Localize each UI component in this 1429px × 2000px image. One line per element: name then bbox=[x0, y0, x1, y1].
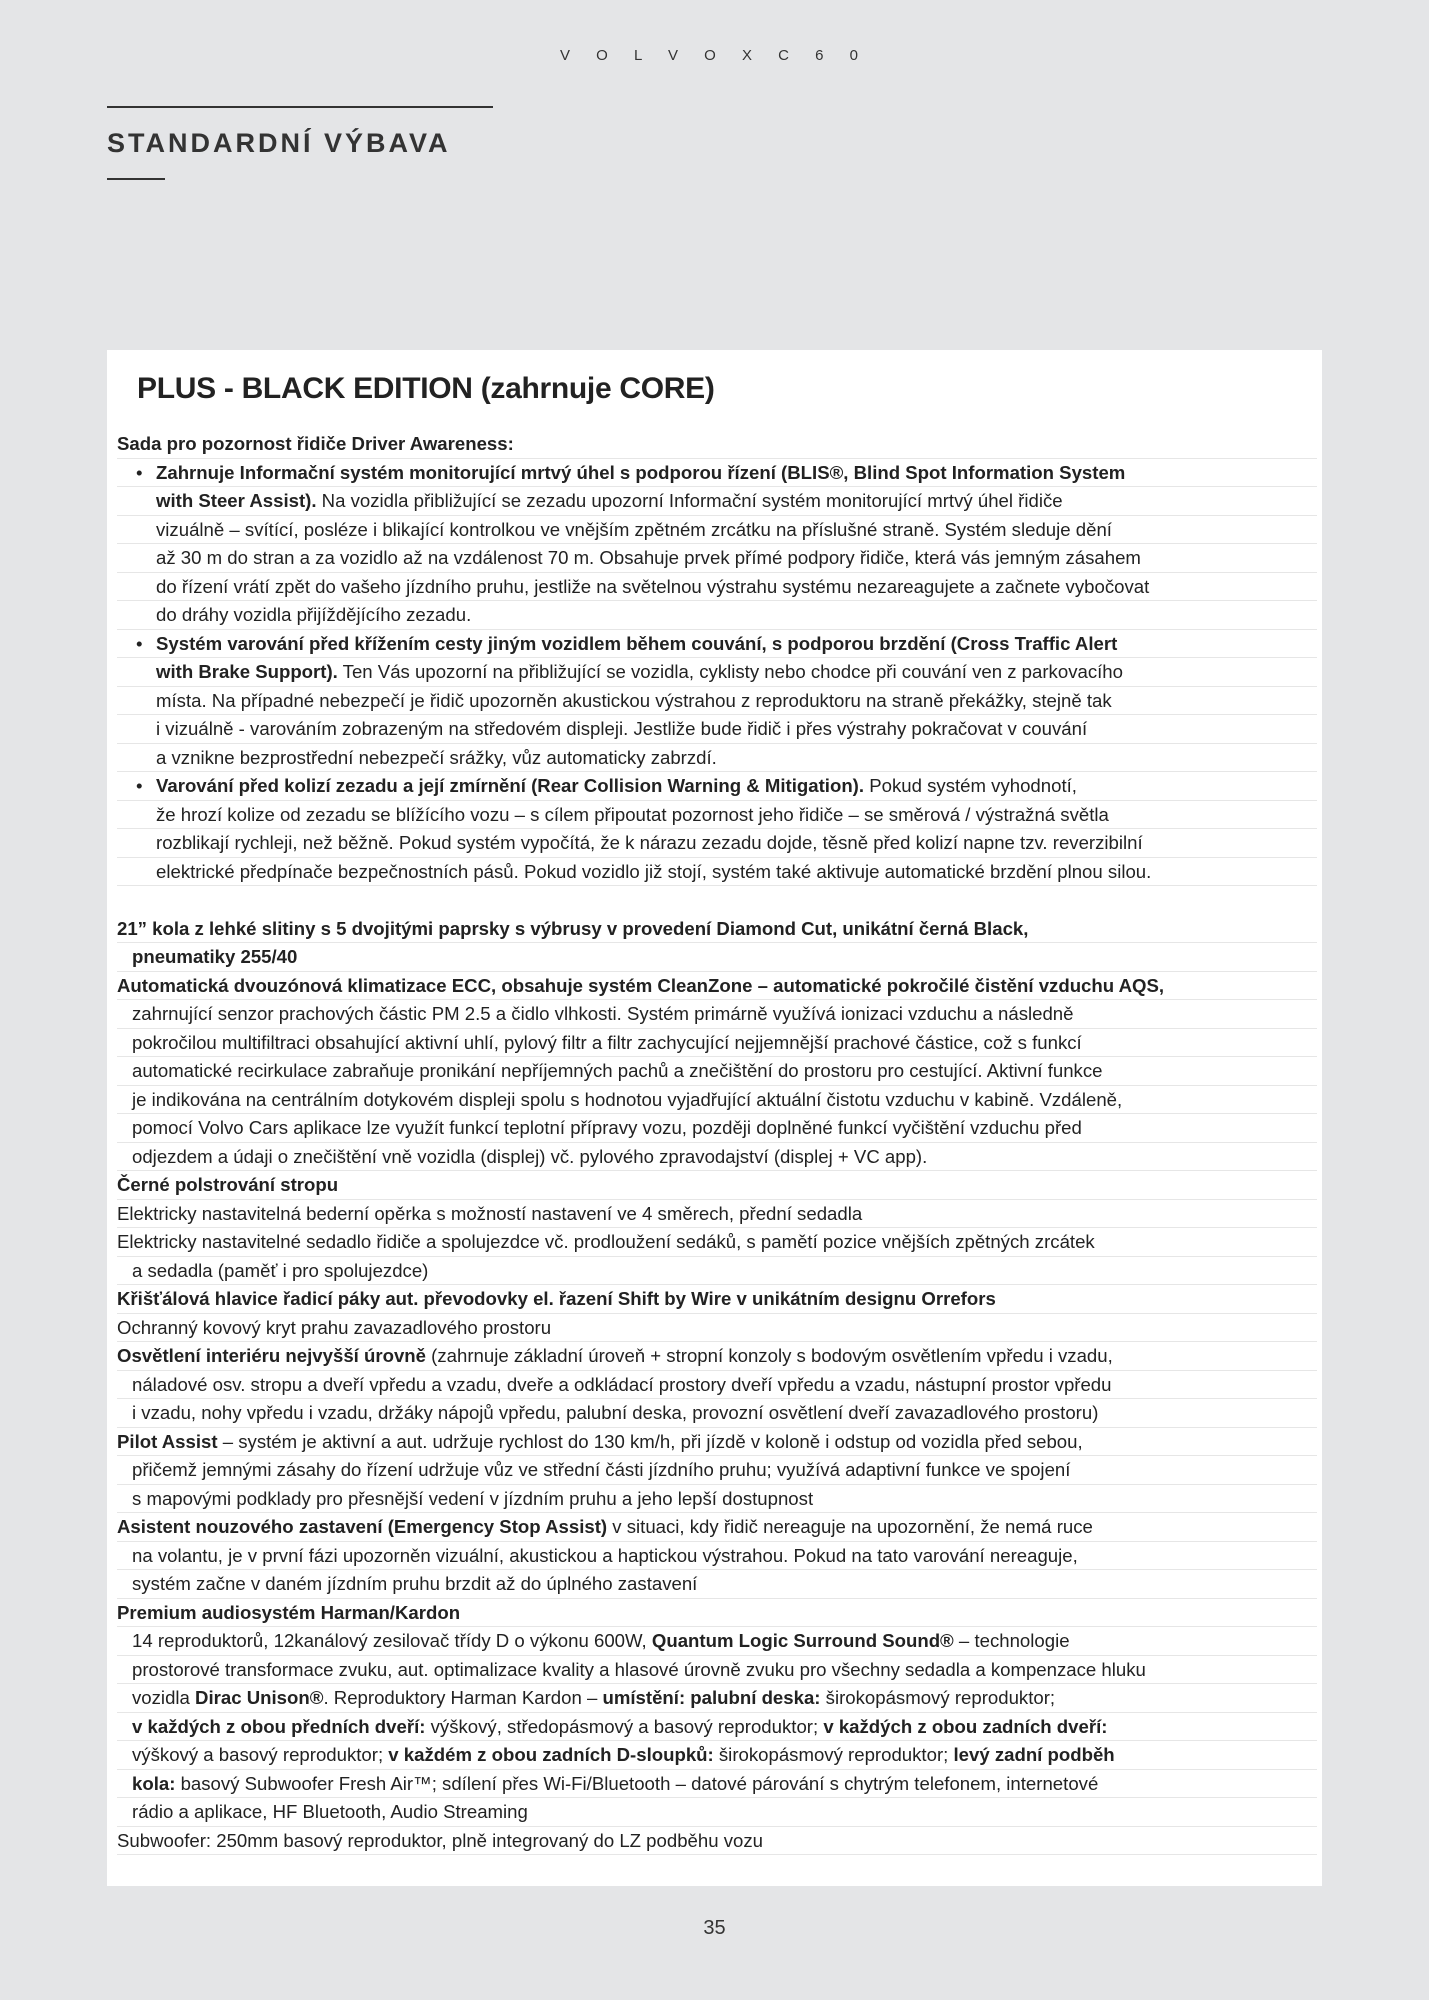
list-item bbox=[117, 715, 1317, 744]
list-item bbox=[117, 1314, 1317, 1343]
body-text: Subwoofer: 250mm basový reproduktor, plně integrovaný do LZ podběhu vozu bbox=[117, 1829, 764, 1851]
panel-title: PLUS - BLACK EDITION (zahrnuje CORE) bbox=[137, 372, 715, 405]
list-item bbox=[117, 573, 1317, 602]
list-item bbox=[117, 744, 1317, 773]
body-text: basový Subwoofer Fresh Air™; sdílení přes Wi-Fi/Bluetooth – datové párování s chytrým telefonem, internetové bbox=[175, 1772, 1099, 1794]
body-text: Ten Vás upozorní na přibližující se vozidla, cyklisty nebo chodce při couvání ven z parkovacího bbox=[337, 661, 1123, 682]
body-text: výškový a basový reproduktor; bbox=[132, 1744, 389, 1765]
list-item bbox=[117, 630, 1317, 659]
bold-text: Varování před kolizí zezadu a její zmírnění (Rear Collision Warning & Mitigation). bbox=[156, 775, 865, 796]
bold-text: Křišťálová hlavice řadicí páky aut. převodovky el. řazení Shift by Wire v unikátním designu Orrefors bbox=[117, 1288, 996, 1309]
list-item bbox=[117, 1627, 1317, 1656]
body-text: Elektricky nastavitelná bederní opěrka s možností nastavení ve 4 směrech, přední sedadla bbox=[117, 1202, 863, 1224]
body-text: – technologie bbox=[953, 1630, 1070, 1651]
title-underline bbox=[107, 178, 165, 180]
list-item bbox=[117, 1827, 1317, 1856]
body-text: do řízení vrátí zpět do vašeho jízdního pruhu, jestliže na světelnou výstrahu systému nezareagujete a začnete vybočovat bbox=[156, 575, 1150, 597]
body-text: (zahrnuje základní úroveň + stropní konzoly s bodovým osvětlením vpředu i vzadu, bbox=[426, 1345, 1113, 1366]
body-text: přičemž jemnými zásahy do řízení udržuje vůz ve střední části jízdního pruhu; využívá adaptivní funkce ve spojení bbox=[132, 1459, 1071, 1480]
list-item bbox=[117, 1029, 1317, 1058]
bold-text: pneumatiky 255/40 bbox=[132, 946, 298, 967]
list-item bbox=[117, 1542, 1317, 1571]
body-text: pomocí Volvo Cars aplikace lze využít funkcí teplotní přípravy vozu, později doplněné funkcí vyčištění vzduchu před bbox=[132, 1117, 1082, 1138]
list-item bbox=[117, 772, 1317, 801]
body-text: . Reproduktory Harman Kardon – bbox=[323, 1687, 603, 1708]
bold-text: levý zadní podběh bbox=[953, 1744, 1115, 1765]
body-text: Na vozidla přibližující se zezadu upozorní Informační systém monitorující mrtvý úhel řidiče bbox=[316, 490, 1063, 511]
body-text: prostorové transformace zvuku, aut. optimalizace kvality a hlasové úrovně zvuku pro všechny sedadla a kompenzace hluku bbox=[132, 1658, 1146, 1680]
list-item bbox=[117, 1456, 1317, 1485]
body-text: rádio a aplikace, HF Bluetooth, Audio Streaming bbox=[132, 1801, 528, 1822]
list-item bbox=[117, 1171, 1317, 1200]
list-item bbox=[117, 943, 1317, 972]
body-text: do dráhy vozidla přijíždějícího zezadu. bbox=[156, 604, 472, 625]
bold-text: v každém z obou zadních D-sloupků: bbox=[388, 1744, 714, 1765]
bold-text: with Steer Assist). bbox=[156, 490, 317, 511]
bold-text: Dirac Unison® bbox=[195, 1687, 324, 1708]
body-text: a vznikne bezprostřední nebezpečí srážky, vůz automaticky zabrzdí. bbox=[156, 746, 717, 768]
body-text: 14 reproduktorů, 12kanálový zesilovač třídy D o výkonu 600W, bbox=[132, 1630, 652, 1651]
body-text: rozblikají rychleji, než běžně. Pokud systém vypočítá, že k nárazu zezadu dojde, těsně před kolizí napne tzv. reverzibilní bbox=[156, 832, 1143, 853]
list-item bbox=[117, 1371, 1317, 1400]
bold-text: v každých z obou zadních dveří: bbox=[823, 1715, 1108, 1737]
list-item bbox=[117, 829, 1317, 858]
list-item bbox=[117, 487, 1317, 516]
list-item bbox=[117, 1057, 1317, 1086]
list-item bbox=[117, 801, 1317, 830]
body-text: i vzadu, nohy vpředu i vzadu, držáky nápojů vpředu, palubní deska, provozní osvětlení dveří zavazadlového prostoru) bbox=[132, 1402, 1099, 1423]
bold-text: Sada pro pozornost řidiče Driver Awareness: bbox=[117, 433, 514, 454]
bold-text: Černé polstrování stropu bbox=[117, 1174, 339, 1195]
body-text: pokročilou multifiltraci obsahující aktivní uhlí, pylový filtr a filtr zachycující nejjemnější prachové částice, což s funkcí bbox=[132, 1031, 1082, 1053]
list-item bbox=[117, 1713, 1317, 1742]
list-item bbox=[117, 1228, 1317, 1257]
list-item bbox=[117, 687, 1317, 716]
body-text: je indikována na centrálním dotykovém displeji spolu s hodnotou vyjadřující aktuální čistotu vzduchu v kabině. Vzdáleně, bbox=[132, 1088, 1123, 1110]
body-text: v situaci, kdy řidič nereaguje na upozornění, že nemá ruce bbox=[607, 1516, 1093, 1537]
list-item bbox=[117, 516, 1317, 545]
body-text: Elektricky nastavitelné sedadlo řidiče a spolujezdce vč. prodloužení sedáků, s pamětí pozice vnějších zpětných zrcátek bbox=[117, 1231, 1095, 1252]
bold-text: Asistent nouzového zastavení (Emergency Stop Assist) bbox=[117, 1516, 608, 1537]
bold-text: kola: bbox=[132, 1772, 176, 1794]
body-text: místa. Na případné nebezpečí je řidič upozorněn akustickou výstrahou z reproduktoru na straně překážky, stejně tak bbox=[156, 689, 1112, 711]
bold-text: Premium audiosystém Harman/Kardon bbox=[117, 1601, 461, 1623]
body-text: Ochranný kovový kryt prahu zavazadlového prostoru bbox=[117, 1316, 552, 1338]
body-text: odjezdem a údaji o znečištění vně vozidla (displej) vč. pylového zpravodajství (displej + VC app). bbox=[132, 1145, 928, 1167]
list-item bbox=[117, 459, 1317, 488]
list-item bbox=[117, 1599, 1317, 1628]
bold-text: Zahrnuje Informační systém monitorující mrtvý úhel s podporou řízení (BLIS®, Blind Spot Information System bbox=[156, 461, 1126, 483]
bold-text: Osvětlení interiéru nejvyšší úrovně bbox=[117, 1345, 426, 1366]
section-title: STANDARDNÍ VÝBAVA bbox=[107, 128, 451, 158]
bullet-icon: • bbox=[136, 775, 143, 796]
body-text: Pokud systém vyhodnotí, bbox=[864, 775, 1077, 796]
bullet-icon: • bbox=[136, 461, 143, 483]
body-text: elektrické předpínače bezpečnostních pásů. Pokud vozidlo již stojí, systém také aktivuje automatické brzdění plnou silou. bbox=[156, 860, 1152, 882]
body-text: vizuálně – svítící, posléze i blikající kontrolkou ve vnějším zpětném zrcátku na příslušné straně. Systém sleduje dění bbox=[156, 518, 1112, 540]
body-text: náladové osv. stropu a dveří vpředu a vzadu, dveře a odkládací prostory dveří vpředu a vzadu, nástupní prostor vpředu bbox=[132, 1373, 1112, 1395]
list-item bbox=[117, 1143, 1317, 1172]
list-item bbox=[117, 1257, 1317, 1286]
bold-text: with Brake Support). bbox=[156, 661, 338, 682]
body-text: systém začne v daném jízdním pruhu brzdit až do úplného zastavení bbox=[132, 1573, 698, 1594]
list-item bbox=[117, 544, 1317, 573]
list-item bbox=[117, 658, 1317, 687]
bold-text: umístění: palubní deska: bbox=[602, 1687, 821, 1708]
page-number: 35 bbox=[703, 1917, 726, 1939]
bold-text: v každých z obou předních dveří: bbox=[132, 1715, 426, 1737]
list-item bbox=[117, 1086, 1317, 1115]
body-text: automatické recirkulace zabraňuje pronikání nepříjemných pachů a znečištění do prostoru pro cestující. Aktivní funkce bbox=[132, 1060, 1103, 1081]
list-item bbox=[117, 858, 1317, 887]
body-text: širokopásmový reproduktor; bbox=[820, 1687, 1056, 1708]
list-item bbox=[117, 1684, 1317, 1713]
body-text: výškový, středopásmový a basový reproduktor; bbox=[425, 1715, 824, 1737]
body-text: a sedadla (paměť i pro spolujezdce) bbox=[132, 1259, 429, 1281]
list-item bbox=[117, 1342, 1317, 1371]
list-item bbox=[117, 972, 1317, 1001]
list-item bbox=[117, 1485, 1317, 1514]
body-text: – systém je aktivní a aut. udržuje rychlost do 130 km/h, při jízdě v koloně i odstup od vozidla před sebou, bbox=[217, 1430, 1083, 1452]
body-text: vozidla bbox=[132, 1687, 196, 1708]
body-text: na volantu, je v první fázi upozorněn vizuální, akustickou a haptickou výstrahou. Pokud na tato varování nereaguje, bbox=[132, 1544, 1078, 1566]
body-text: širokopásmový reproduktor; bbox=[713, 1744, 954, 1765]
list-item bbox=[117, 1114, 1317, 1143]
bold-text: Automatická dvouzónová klimatizace ECC, obsahuje systém CleanZone – automatické pokročilé čistění vzduchu AQS, bbox=[117, 974, 1165, 996]
list-item bbox=[117, 1200, 1317, 1229]
list-item bbox=[117, 1399, 1317, 1428]
bold-text: Pilot Assist bbox=[117, 1430, 218, 1452]
list-item bbox=[117, 1000, 1317, 1029]
list-item bbox=[117, 915, 1317, 944]
bold-text: Systém varování před křížením cesty jiným vozidlem během couvání, s podporou brzdění (Cross Traffic Alert bbox=[156, 632, 1118, 654]
body-text: zahrnující senzor prachových částic PM 2.5 a čidlo vlhkosti. Systém primárně využívá ionizaci vzduchu a následně bbox=[132, 1003, 1074, 1024]
list-item bbox=[117, 1428, 1317, 1457]
list-item bbox=[117, 1285, 1317, 1314]
top-divider bbox=[107, 106, 493, 108]
list-item bbox=[117, 1741, 1317, 1770]
list-item bbox=[117, 1656, 1317, 1685]
bullet-icon: • bbox=[136, 632, 143, 654]
brand-header: V O L V O X C 6 0 bbox=[560, 47, 869, 64]
bold-text: Quantum Logic Surround Sound® bbox=[651, 1630, 954, 1651]
list-item bbox=[117, 1513, 1317, 1542]
list-item bbox=[117, 430, 1317, 459]
body-text: i vizuálně - varováním zobrazeným na středovém displeji. Jestliže bude řidič i přes výstrahy pokračovat v couvání bbox=[156, 718, 1088, 739]
body-text: s mapovými podklady pro přesnější vedení v jízdním pruhu a jeho lepší dostupnost bbox=[132, 1487, 814, 1509]
equipment-list bbox=[117, 430, 1317, 1855]
list-item bbox=[117, 601, 1317, 630]
list-item bbox=[117, 1770, 1317, 1799]
bold-text: 21” kola z lehké slitiny s 5 dvojitými paprsky s výbrusy v provedení Diamond Cut, unikátní černá Black, bbox=[117, 917, 1029, 939]
spacer bbox=[117, 886, 1317, 915]
body-text: že hrozí kolize od zezadu se blížícího vozu – s cílem připoutat pozornost jeho řidiče – se směrová / výstražná světla bbox=[156, 803, 1109, 825]
list-item bbox=[117, 1570, 1317, 1599]
body-text: až 30 m do stran a za vozidlo až na vzdálenost 70 m. Obsahuje prvek přímé podpory řidiče, která vás jemným zásahem bbox=[156, 547, 1141, 568]
equipment-panel bbox=[107, 350, 1322, 1886]
list-item bbox=[117, 1798, 1317, 1827]
